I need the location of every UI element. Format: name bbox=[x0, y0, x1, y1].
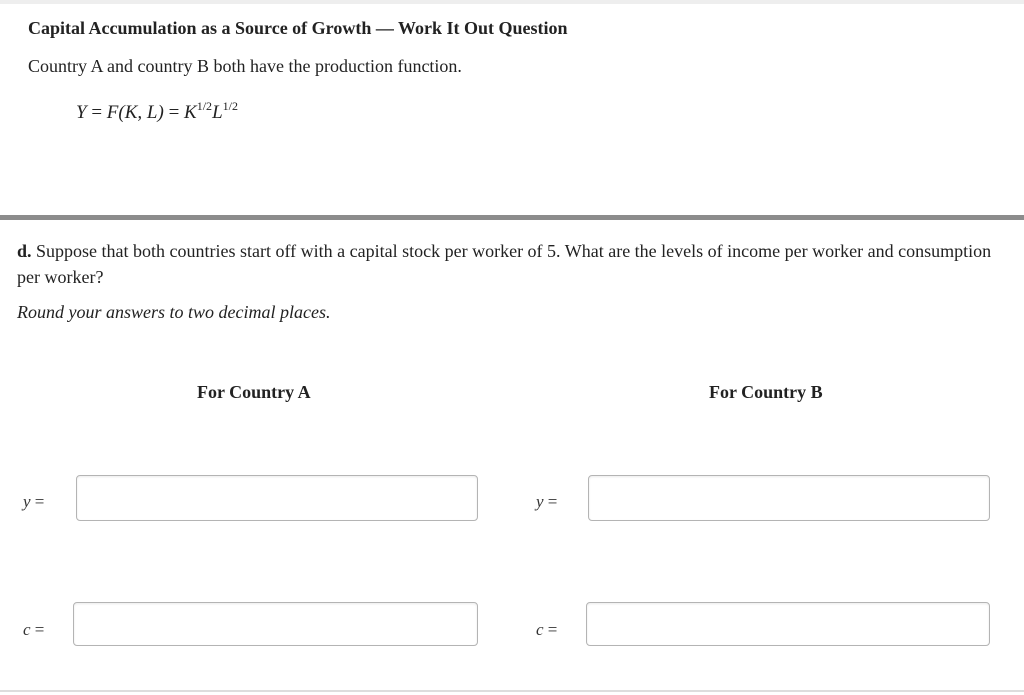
question-header bbox=[0, 4, 1024, 214]
country-a-heading: For Country A bbox=[197, 382, 311, 402]
country-b-c-var: c bbox=[536, 620, 544, 639]
rounding-note: Round your answers to two decimal places. bbox=[17, 302, 331, 322]
country-b-c-eq: = bbox=[543, 620, 558, 639]
section-divider bbox=[0, 215, 1024, 220]
country-b-y-eq: = bbox=[543, 492, 558, 511]
part-d-text: Suppose that both countries start off with a capital stock per worker of 5. What are the levels of income per worker and consumption per worker? bbox=[17, 241, 992, 287]
country-a-c-eq: = bbox=[30, 620, 45, 639]
country-b-c-input[interactable] bbox=[586, 602, 990, 646]
country-a-y-input[interactable] bbox=[76, 475, 478, 521]
country-a-c-label bbox=[23, 620, 44, 640]
equation-base-k: K bbox=[184, 102, 197, 123]
question-intro: Country A and country B both have the production function. bbox=[28, 56, 462, 76]
country-a-c-var: c bbox=[23, 620, 31, 639]
country-b-y-label bbox=[536, 492, 557, 512]
equation-equals-2: = bbox=[163, 102, 185, 123]
equation-exponent-l: 1/2 bbox=[222, 99, 238, 113]
part-d-label: d. bbox=[17, 241, 32, 261]
country-b-y-var: y bbox=[536, 492, 544, 511]
production-function-equation bbox=[76, 99, 238, 124]
equation-lhs: Y bbox=[76, 102, 87, 123]
country-b-c-label bbox=[536, 620, 557, 640]
country-a-c-input[interactable] bbox=[73, 602, 478, 646]
part-d-prompt bbox=[17, 238, 1007, 290]
equation-equals-1: = bbox=[86, 102, 107, 123]
equation-exponent-k: 1/2 bbox=[196, 99, 213, 113]
country-a-y-label bbox=[23, 492, 44, 512]
country-b-y-input[interactable] bbox=[588, 475, 990, 521]
country-a-y-var: y bbox=[23, 492, 31, 511]
country-a-y-eq: = bbox=[30, 492, 45, 511]
equation-args: (K, L) bbox=[118, 102, 164, 123]
bottom-rule bbox=[0, 690, 1024, 692]
equation-base-l: L bbox=[212, 102, 223, 123]
equation-func: F bbox=[106, 102, 119, 123]
country-b-heading: For Country B bbox=[709, 382, 823, 402]
question-title: Capital Accumulation as a Source of Growth — Work It Out Question bbox=[28, 18, 568, 38]
